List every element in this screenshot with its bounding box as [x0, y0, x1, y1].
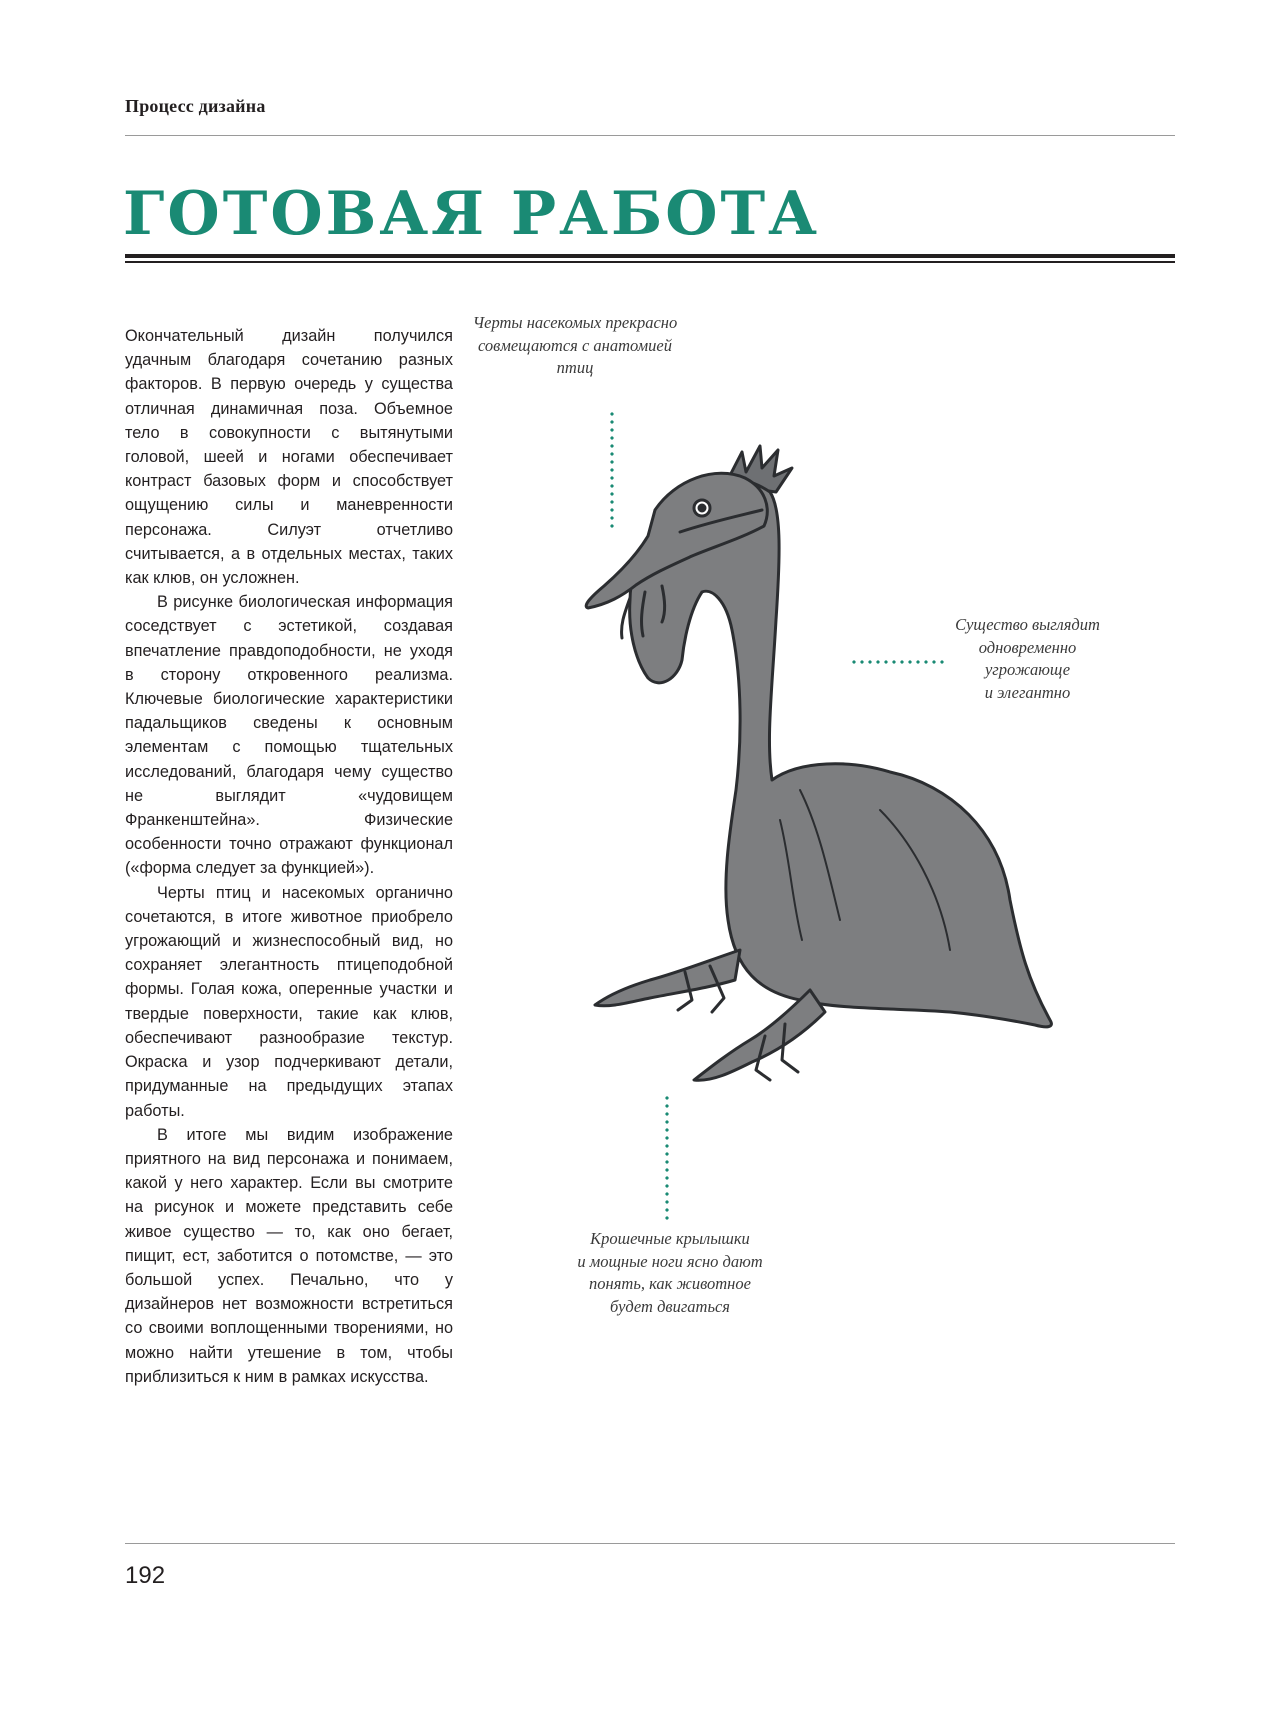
callout-bottom-line-4: будет двигаться — [610, 1296, 730, 1316]
callout-bottom-line-3: понять, как животное — [589, 1274, 751, 1293]
header-rule — [125, 135, 1175, 136]
callout-bottom-line-2: и мощные ноги ясно дают — [577, 1251, 763, 1271]
creature-front-leg — [595, 950, 740, 1006]
body-paragraph-4: В итоге мы видим изображение приятного на вид персонажа и понимаем, какой у него характер. Если вы смотрите на рисунок и можете представить себе живое существо — то, как оно бегает, пищит, ест, заботится о потомстве, — это большой успех. Печально, что у дизайнеров нет возможности встретиться со своими воплощенными творениями, но можно найти утешение в том, чтобы приблизиться к ним в рамках искусства. — [125, 1125, 453, 1386]
title-rule-thin — [125, 261, 1175, 263]
callout-top — [455, 312, 695, 380]
body-paragraph-2: В рисунке биологическая информация соседствует с эстетикой, создавая впечатление правдоподобности, не уходя в сторону откровенного реализма. Ключевые биологические характеристики падальщиков сведены к основным элементам с помощью тщательных исследований, благодаря чему существо не выглядит «чудовищем Франкенштейна». Физические особенности точно отражают функционал («форма следует за функцией»). — [125, 593, 453, 878]
running-head: Процесс дизайна — [125, 96, 266, 116]
title-rule-thick — [125, 254, 1175, 258]
callout-top-line-3: птиц — [556, 358, 594, 377]
callout-right — [935, 614, 1120, 704]
callout-right-line-2: одновременно — [978, 637, 1077, 657]
callout-right-leader — [850, 660, 948, 664]
page-number: 192 — [125, 1562, 166, 1589]
callout-bottom-line-1: Крошечные крылышки — [590, 1229, 750, 1248]
callout-top-leader — [610, 410, 614, 528]
creature-illustration — [480, 360, 1220, 1180]
creature-body — [630, 478, 1052, 1027]
callout-bottom — [550, 1228, 790, 1318]
callout-right-line-4: и элегантно — [984, 682, 1071, 702]
callout-bottom-leader — [665, 1094, 669, 1220]
callout-right-line-1: Существо выглядит — [955, 615, 1100, 634]
creature-back-leg — [694, 990, 825, 1080]
page-title: ГОТОВАЯ РАБОТА — [123, 179, 821, 249]
callout-top-line-2: совмещаются с анатомией — [478, 335, 672, 355]
body-paragraph-3: Черты птиц и насекомых органично сочетаются, в итоге животное приобрело угрожающий и жизнеспособный вид, но сохраняет элегантность птицеподобной формы. Голая кожа, оперенные участки и твердые поверхности, такие как клюв, обеспечивают разнообразие текстур. Окраска и узор подчеркивают детали, придуманные на предыдущих этапах работы. — [125, 883, 453, 1120]
callout-right-line-3: угрожающе — [984, 660, 1071, 679]
body-paragraph-1: Окончательный дизайн получился удачным благодаря сочетанию разных факторов. В первую очередь у существа отличная динамичная поза. Объемное тело в совокупности с вытянутыми головой, шеей и ногами обеспечивает контраст базовых форм и способствует ощущению силы и маневренности персонажа. Силуэт отчетливо считывается, а в отдельных местах, таких как клюв, он усложнен. — [125, 327, 453, 588]
body-text — [125, 324, 453, 1389]
footer-rule — [125, 1543, 1175, 1544]
callout-top-line-1: Черты насекомых прекрасно — [472, 313, 678, 332]
